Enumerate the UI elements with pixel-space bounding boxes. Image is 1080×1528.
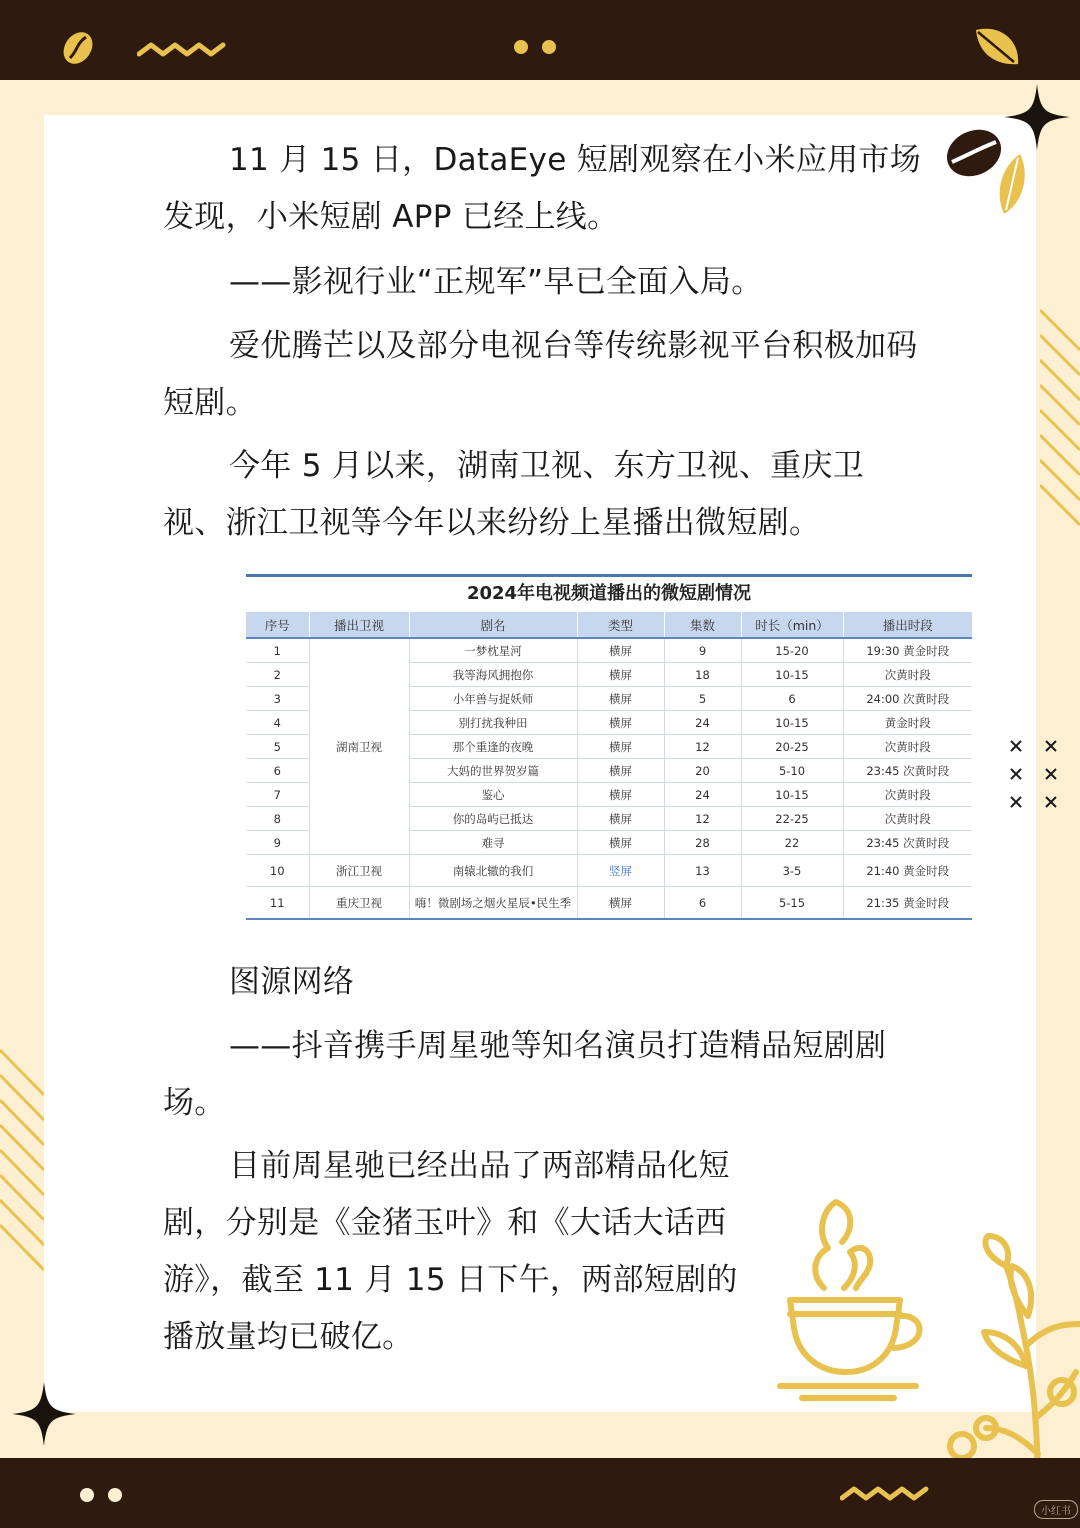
table-cell: 7 bbox=[246, 783, 309, 807]
table-cell: 23:45 次黄时段 bbox=[843, 831, 972, 855]
table-cell: 我等海风拥抱你 bbox=[409, 663, 577, 687]
table-cell: 次黄时段 bbox=[843, 663, 972, 687]
table-cell: 18 bbox=[664, 663, 741, 687]
cross-icon bbox=[1008, 738, 1064, 814]
table-cell: 4 bbox=[246, 711, 309, 735]
table-row bbox=[246, 855, 972, 887]
table-cell: 6 bbox=[741, 687, 843, 711]
table-cell: 小年兽与捉妖师 bbox=[409, 687, 577, 711]
table-cell: 28 bbox=[664, 831, 741, 855]
column-header: 剧名 bbox=[409, 612, 577, 638]
leaf-icon bbox=[972, 22, 1024, 74]
table-cell: 22-25 bbox=[741, 807, 843, 831]
table-row bbox=[246, 887, 972, 920]
table-cell: 横屏 bbox=[577, 687, 664, 711]
table-cell: 10-15 bbox=[741, 711, 843, 735]
table-cell: 22 bbox=[741, 831, 843, 855]
column-header: 播出时段 bbox=[843, 612, 972, 638]
table-cell: 24 bbox=[664, 783, 741, 807]
image-caption: 图源网络 bbox=[229, 964, 355, 1000]
channel-cell: 浙江卫视 bbox=[309, 855, 409, 887]
coffee-cup-icon bbox=[776, 1196, 1080, 1500]
table-cell: 横屏 bbox=[577, 638, 664, 663]
table-cell: 12 bbox=[664, 807, 741, 831]
table-cell: 3-5 bbox=[741, 855, 843, 887]
table-cell: 6 bbox=[664, 887, 741, 920]
table-cell: 10-15 bbox=[741, 663, 843, 687]
table-cell: 15-20 bbox=[741, 638, 843, 663]
table-cell: 10 bbox=[246, 855, 309, 887]
table-figure bbox=[246, 572, 972, 922]
table-cell: 1 bbox=[246, 638, 309, 663]
table-cell: 6 bbox=[246, 759, 309, 783]
table-cell: 难寻 bbox=[409, 831, 577, 855]
table-cell: 24 bbox=[664, 711, 741, 735]
table-cell: 别打扰我种田 bbox=[409, 711, 577, 735]
table-cell: 横屏 bbox=[577, 783, 664, 807]
table-cell: 20 bbox=[664, 759, 741, 783]
drama-table bbox=[246, 612, 972, 920]
table-cell: 3 bbox=[246, 687, 309, 711]
table-cell: 那个重逢的夜晚 bbox=[409, 735, 577, 759]
dots-icon bbox=[78, 1486, 126, 1508]
table-cell: 一梦枕星河 bbox=[409, 638, 577, 663]
table-cell: 24:00 次黄时段 bbox=[843, 687, 972, 711]
column-header: 类型 bbox=[577, 612, 664, 638]
table-cell: 11 bbox=[246, 887, 309, 920]
table-cell: 9 bbox=[664, 638, 741, 663]
zigzag-icon bbox=[840, 1484, 932, 1508]
table-cell: 20-25 bbox=[741, 735, 843, 759]
table-cell: 5 bbox=[664, 687, 741, 711]
zigzag-icon bbox=[137, 40, 229, 64]
table-row bbox=[246, 638, 972, 663]
table-cell: 大妈的世界贺岁篇 bbox=[409, 759, 577, 783]
table-cell: 横屏 bbox=[577, 711, 664, 735]
table-cell: 次黄时段 bbox=[843, 807, 972, 831]
table-cell: 21:35 黄金时段 bbox=[843, 887, 972, 920]
table-cell: 嗨！微剧场之烟火星辰•民生季 bbox=[409, 887, 577, 920]
table-cell: 9 bbox=[246, 831, 309, 855]
table-cell: 12 bbox=[664, 735, 741, 759]
dots-icon bbox=[512, 38, 560, 60]
table-cell: 2 bbox=[246, 663, 309, 687]
table-cell: 鉴心 bbox=[409, 783, 577, 807]
rule bbox=[246, 574, 972, 577]
channel-cell: 湖南卫视 bbox=[309, 638, 409, 855]
sparkle-icon bbox=[1004, 84, 1070, 154]
table-cell: 横屏 bbox=[577, 831, 664, 855]
paragraph: 今年 5 月以来，湖南卫视、东方卫视、重庆卫视、浙江卫视等今年以来纷纷上星播出微短剧。 bbox=[163, 448, 865, 541]
column-header: 序号 bbox=[246, 612, 309, 638]
leaf-icon bbox=[994, 152, 1030, 220]
table-cell: 横屏 bbox=[577, 735, 664, 759]
table-cell: 5-15 bbox=[741, 887, 843, 920]
table-header-row bbox=[246, 612, 972, 638]
table-cell: 5-10 bbox=[741, 759, 843, 783]
paragraph: ——抖音携手周星驰等知名演员打造精品短剧剧场。 bbox=[163, 1028, 887, 1121]
channel-cell: 重庆卫视 bbox=[309, 887, 409, 920]
paragraph: ——影视行业“正规军”早已全面入局。 bbox=[229, 264, 763, 300]
paragraph: 爱优腾芒以及部分电视台等传统影视平台积极加码短剧。 bbox=[163, 328, 918, 421]
table-cell: 横屏 bbox=[577, 663, 664, 687]
coffee-bean-icon bbox=[58, 28, 98, 72]
sparkle-icon bbox=[12, 1382, 76, 1450]
table-cell: 你的岛屿已抵达 bbox=[409, 807, 577, 831]
table-cell: 19:30 黄金时段 bbox=[843, 638, 972, 663]
paragraph: 目前周星驰已经出品了两部精品化短剧，分别是《金猪玉叶》和《大话大话西游》，截至 11 月 15 日下午，两部短剧的播放量均已破亿。 bbox=[163, 1148, 738, 1355]
table-cell: 横屏 bbox=[577, 759, 664, 783]
table-cell: 8 bbox=[246, 807, 309, 831]
table-cell: 横屏 bbox=[577, 807, 664, 831]
table-cell: 次黄时段 bbox=[843, 735, 972, 759]
table-cell: 10-15 bbox=[741, 783, 843, 807]
stripes-decoration bbox=[1040, 300, 1080, 544]
table-cell: 次黄时段 bbox=[843, 783, 972, 807]
column-header: 时长（min） bbox=[741, 612, 843, 638]
table-cell: 21:40 黄金时段 bbox=[843, 855, 972, 887]
stripes-decoration bbox=[0, 1040, 44, 1284]
table-cell: 南辕北辙的我们 bbox=[409, 855, 577, 887]
paragraph: 11 月 15 日，DataEye 短剧观察在小米应用市场发现，小米短剧 APP 已经上线。 bbox=[163, 142, 922, 235]
table-cell: 横屏 bbox=[577, 887, 664, 920]
column-header: 集数 bbox=[664, 612, 741, 638]
table-title: 2024年电视频道播出的微短剧情况 bbox=[466, 583, 752, 604]
table-cell: 黄金时段 bbox=[843, 711, 972, 735]
table-cell: 13 bbox=[664, 855, 741, 887]
table-cell: 23:45 次黄时段 bbox=[843, 759, 972, 783]
column-header: 播出卫视 bbox=[309, 612, 409, 638]
watermark: 小红书 bbox=[1034, 1500, 1078, 1519]
table-cell: 竖屏 bbox=[577, 855, 664, 887]
table-cell: 5 bbox=[246, 735, 309, 759]
